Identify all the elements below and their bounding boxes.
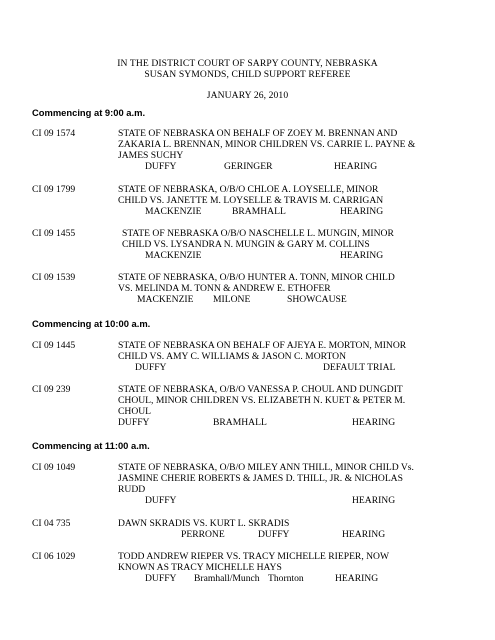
case-attorney: DUFFY [258,529,290,540]
caption-line: STATE OF NEBRASKA ON BEHALF OF AJEYA E. MORTON, MINOR [118,340,407,351]
caption-line: CHILD VS. LYSANDRA N. MUNGIN & GARY M. COLLINS [122,239,370,250]
case-caption [118,272,443,294]
case-number: CI 06 1029 [32,551,76,562]
hearing-type: HEARING [352,495,396,506]
case-attorney: GERINGER [224,161,273,172]
case-caption [118,551,443,573]
caption-line: JASMINE CHERIE ROBERTS & JAMES D. THILL, JR. & NICHOLAS [118,473,403,484]
case-meta [0,294,495,305]
case-caption [122,228,447,250]
hearing-type: HEARING [340,250,384,261]
case-attorney: MILONE [213,294,251,305]
caption-line: ZAKARIA L. BRENNAN, MINOR CHILDREN VS. CARRIE L. PAYNE & [118,139,416,150]
case-number: CI 04 735 [32,518,71,529]
case-number: CI 09 1455 [32,228,76,239]
hearing-type: HEARING [340,206,384,217]
case-number: CI 09 239 [32,384,71,395]
referee-title: SUSAN SYMONDS, CHILD SUPPORT REFEREE [144,69,351,80]
case-judge: DUFFY [145,161,177,172]
caption-line: STATE OF NEBRASKA, O/B/O VANESSA P. CHOUL AND DUNGDIT [118,384,403,395]
hearing-type: HEARING [335,573,379,584]
case-number: CI 09 1539 [32,272,76,283]
case-attorney: BRAMHALL [213,417,267,428]
caption-line: TODD ANDREW RIEPER VS. TRACY MICHELLE RIEPER, NOW [118,551,390,562]
hearing-type: HEARING [352,417,396,428]
session-heading: Commencing at 10:00 a.m. [32,318,151,329]
case-number: CI 09 1574 [32,128,76,139]
caption-line: CHOUL [118,406,152,417]
case-attorney-2: Thornton [268,573,304,584]
case-meta [0,573,495,584]
caption-line: DAWN SKRADIS VS. KURT L. SKRADIS [118,518,290,529]
hearing-type: SHOWCAUSE [287,294,347,305]
case-caption [118,128,443,161]
case-caption [118,184,443,206]
case-meta [0,417,495,428]
case-caption [118,462,443,495]
case-number: CI 09 1799 [32,184,76,195]
case-number: CI 09 1445 [32,340,76,351]
caption-line: STATE OF NEBRASKA, O/B/O HUNTER A. TONN, MINOR CHILD [118,272,395,283]
case-attorney: BRAMHALL [232,206,286,217]
caption-line: JAMES SUCHY [118,150,184,161]
case-judge: DUFFY [145,573,177,584]
caption-line: KNOWN AS TRACY MICHELLE HAYS [118,562,282,573]
case-judge: DUFFY [118,417,150,428]
caption-line: VS. MELINDA M. TONN & ANDREW E. ETHOFER [118,283,331,294]
calendar-date: JANUARY 26, 2010 [206,90,289,101]
caption-line: STATE OF NEBRASKA O/B/O NASCHELLE L. MUNGIN, MINOR [122,228,394,239]
case-caption [118,340,443,362]
hearing-type: HEARING [334,161,378,172]
case-caption [118,518,443,529]
caption-line: STATE OF NEBRASKA, O/B/O CHLOE A. LOYSELLE, MINOR [118,184,379,195]
case-meta [0,495,495,506]
hearing-type: DEFAULT TRIAL [323,362,396,373]
session-heading: Commencing at 11:00 a.m. [32,440,150,451]
case-attorney: Bramhall/Munch [194,573,260,584]
case-caption [118,384,443,417]
caption-line: CHILD VS. AMY C. WILLIAMS & JASON C. MORTON [118,351,347,362]
court-title: IN THE DISTRICT COURT OF SARPY COUNTY, NEBRASKA [117,58,378,69]
caption-line: RUDD [118,484,146,495]
case-meta [0,529,495,540]
caption-line: STATE OF NEBRASKA ON BEHALF OF ZOEY M. BRENNAN AND [118,128,398,139]
session-heading: Commencing at 9:00 a.m. [32,107,146,118]
case-judge: DUFFY [135,362,167,373]
hearing-type: HEARING [342,529,386,540]
case-judge: MACKENZIE [145,250,202,261]
case-judge: PERRONE [181,529,225,540]
case-number: CI 09 1049 [32,462,76,473]
caption-line: CHOUL, MINOR CHILDREN VS. ELIZABETH N. KUET & PETER M. [118,395,406,406]
caption-line: STATE OF NEBRASKA, O/B/O MILEY ANN THILL, MINOR CHILD Vs. [118,462,414,473]
case-meta [0,161,495,172]
case-meta [0,206,495,217]
case-judge: MACKENZIE [137,294,194,305]
caption-line: CHILD VS. JANETTE M. LOYSELLE & TRAVIS M. CARRIGAN [118,195,384,206]
case-judge: DUFFY [145,495,177,506]
case-judge: MACKENZIE [145,206,202,217]
case-meta [0,250,495,261]
case-meta [0,362,495,373]
